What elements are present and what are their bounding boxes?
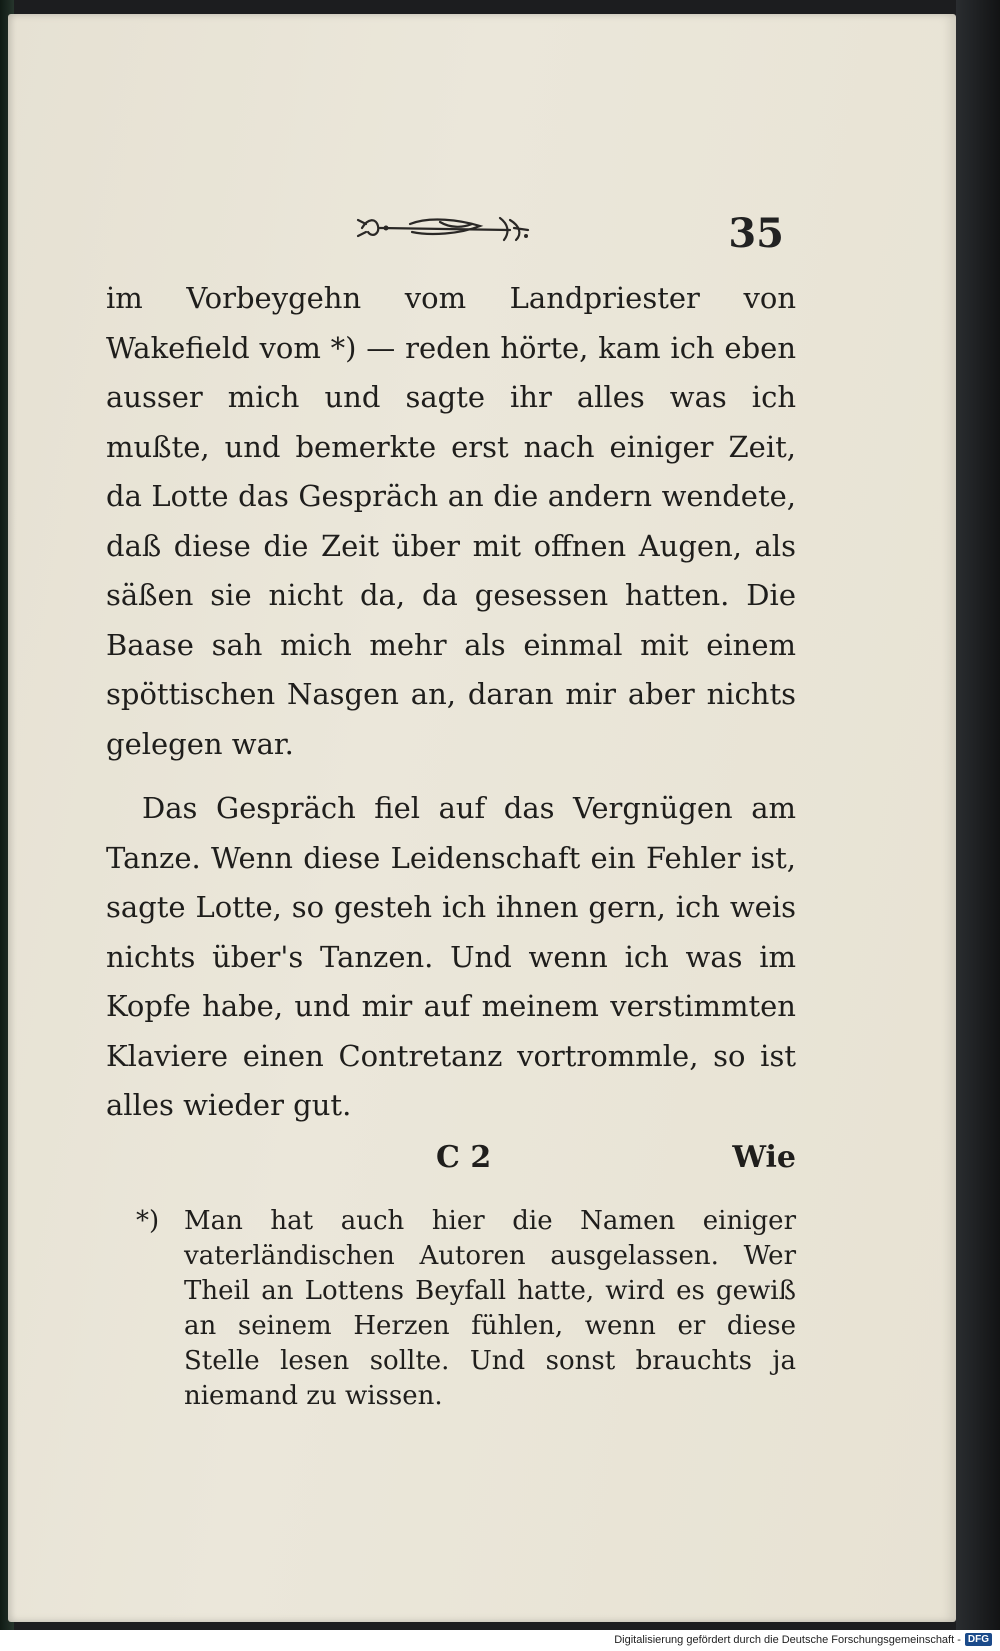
footnote <box>136 1204 796 1414</box>
printer-signature: C 2 <box>436 1140 492 1175</box>
body-paragraph-2: Das Gespräch fiel auf das Vergnügen am Tanze. Wenn diese Leidenschaft ein Fehler ist, sagte Lotte, so gesteh ich ihnen gern, ich weis nichts über's Tanzen. Und wenn ich was im Kopfe habe, und mir auf meinem verstimmten Klaviere einen Contretanz vortrommle, so ist alles wieder gut. <box>106 791 796 1122</box>
footnote-marker: *) <box>136 1206 160 1236</box>
book-binding-right <box>956 0 1000 1630</box>
signature-line <box>106 1140 796 1184</box>
body-paragraph-1: im Vorbeygehn vom Landpriester von Wakefield vom *) — reden hörte, kam ich eben ausser mich und sagte ihr alles was ich mußte, und bemerkte erst nach einiger Zeit, da Lotte das Gespräch an die andern wendete, daß diese die Zeit über mit offnen Augen, als säßen sie nicht da, da gesessen hatten. Die Baase sah mich mehr als einmal mit einem spöttischen Nasgen an, daran mir aber nichts gelegen war. <box>106 281 796 761</box>
page-header <box>8 206 956 266</box>
dfg-logo: DFG <box>965 1633 992 1646</box>
book-page <box>8 14 956 1622</box>
catchword: Wie <box>732 1140 796 1175</box>
ornament-icon <box>350 206 540 252</box>
page-number: 35 <box>728 210 784 257</box>
digitization-credit <box>614 1633 992 1646</box>
footnote-text: Man hat auch hier die Namen einiger vaterländischen Autoren ausgelassen. Wer Theil an Lottens Beyfall hatte, wird es gewiß an seinem Herzen fühlen, wenn er diese Stelle lesen sollte. Und sonst brauchts ja niemand zu wissen. <box>184 1206 796 1411</box>
credit-text: Digitalisierung gefördert durch die Deutsche Forschungsgemeinschaft - <box>614 1633 961 1646</box>
